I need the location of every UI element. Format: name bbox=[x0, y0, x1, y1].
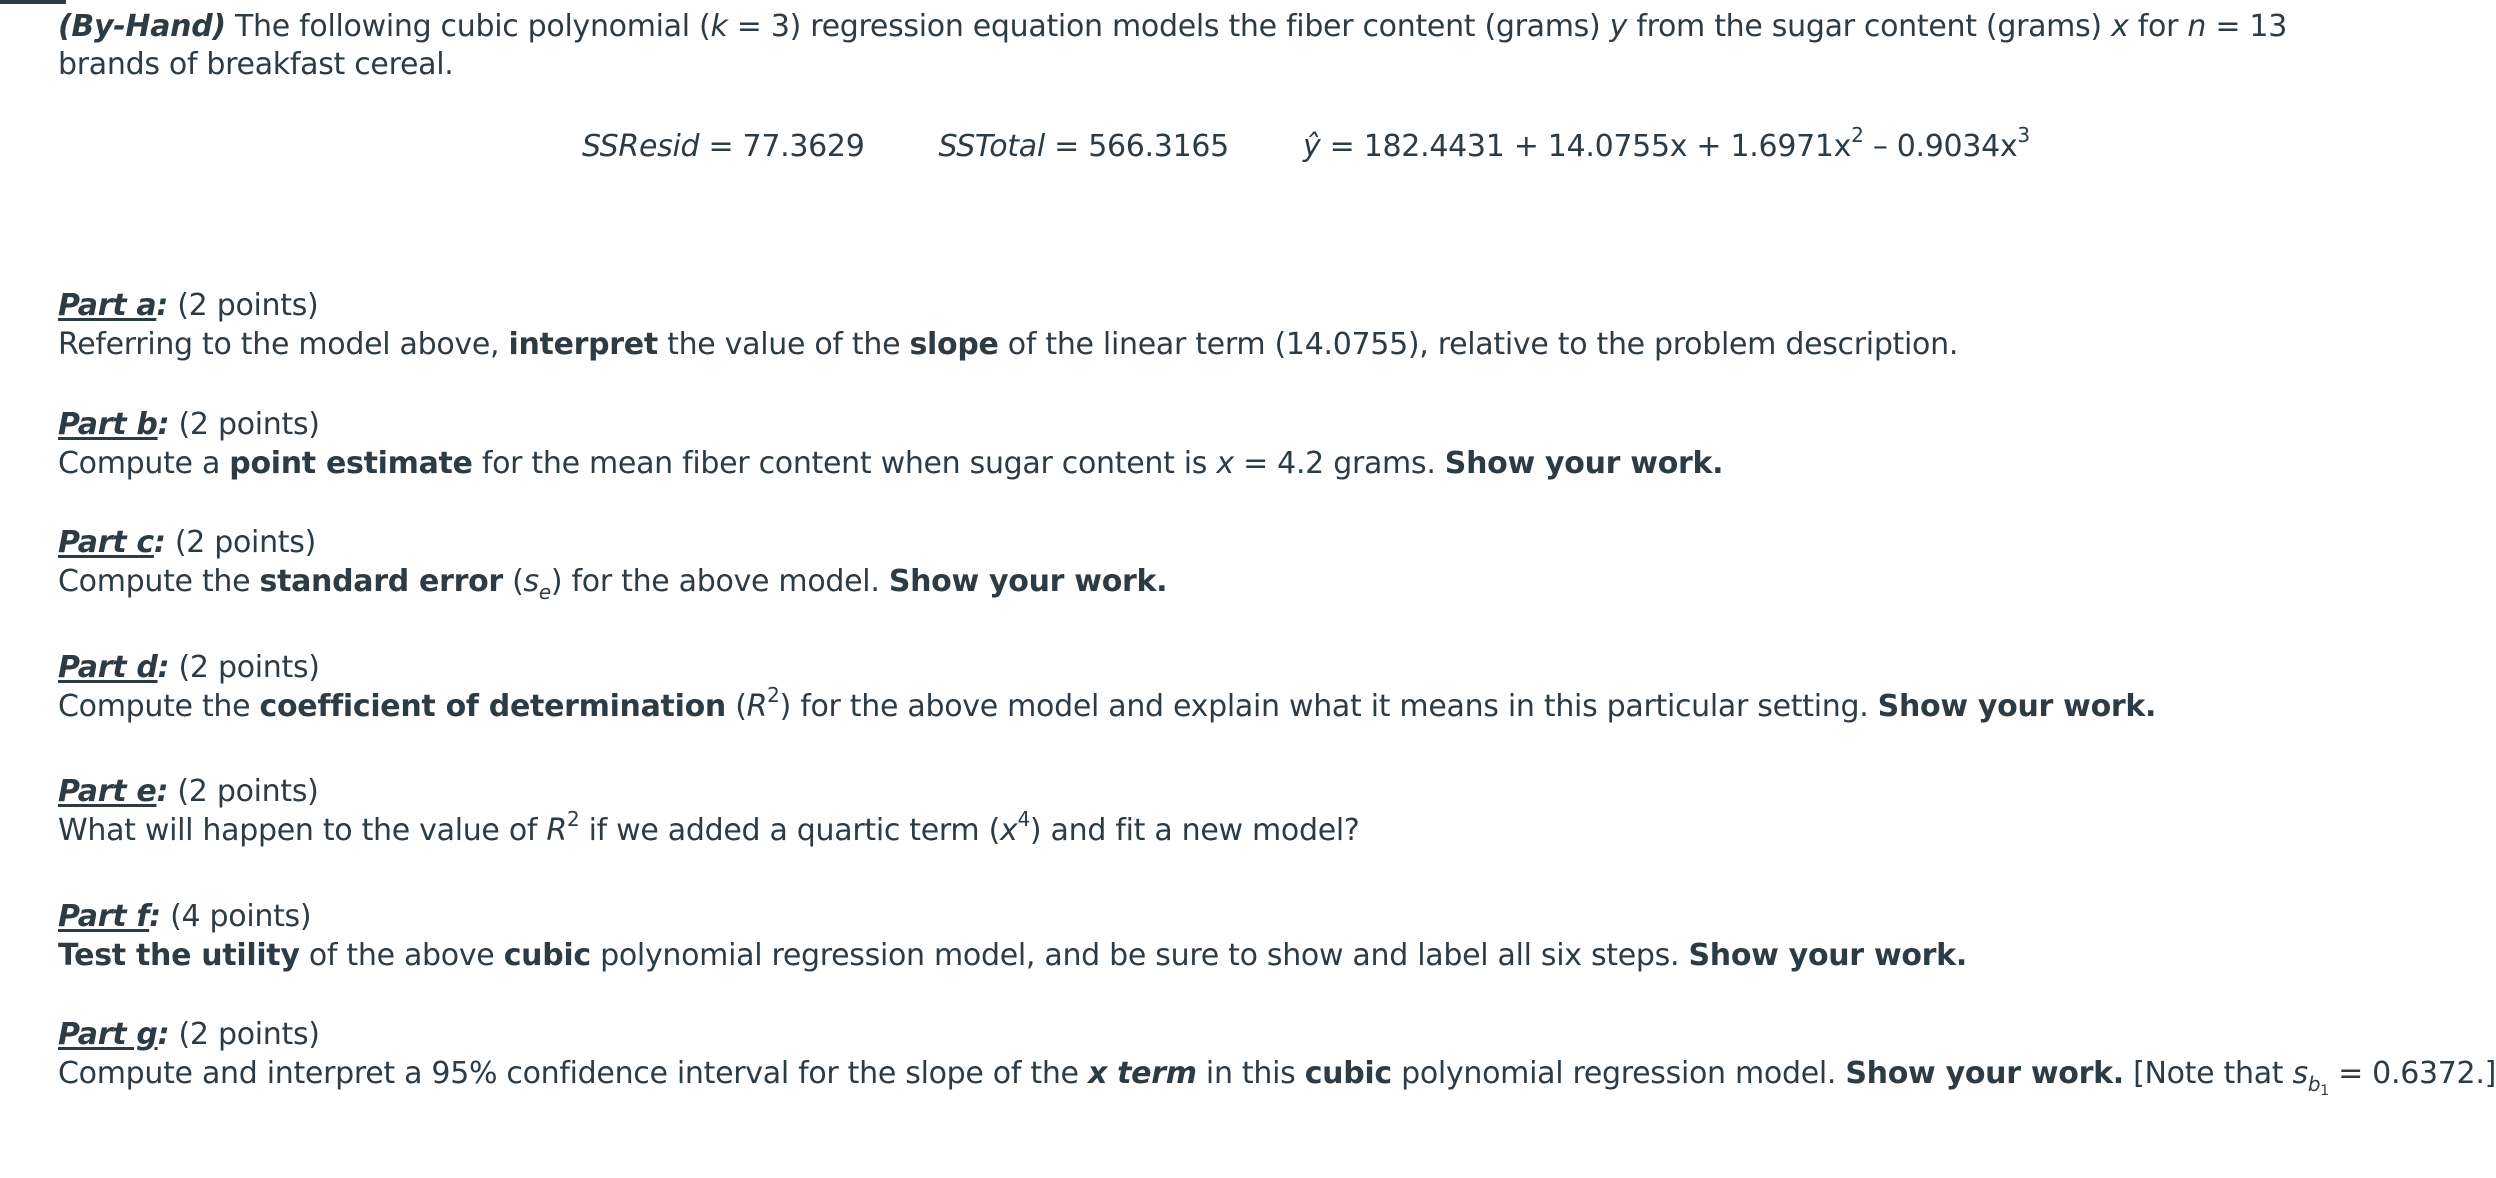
part-f-points: (4 points) bbox=[160, 899, 312, 934]
prompt-bold: Show your work. bbox=[1444, 446, 1724, 481]
yhat-symbol: ŷ bbox=[1302, 129, 1321, 164]
prompt-superscript: 4 bbox=[1017, 807, 1030, 831]
prompt-bold: Show your work. bbox=[1845, 1056, 2124, 1091]
intro-text: = 13 brands of breakfast cereal. bbox=[58, 9, 2287, 82]
prompt-text: ) for the above model. bbox=[550, 564, 889, 599]
corner-mark bbox=[0, 0, 66, 4]
prompt-bold: interpret bbox=[508, 327, 658, 362]
equation-exponent: 3 bbox=[2017, 123, 2030, 147]
part-b bbox=[58, 405, 2398, 483]
intro-x-var: x bbox=[2111, 9, 2129, 44]
prompt-text: of the above bbox=[299, 938, 504, 973]
part-colon: : bbox=[157, 1017, 170, 1052]
prompt-text: ( bbox=[502, 564, 524, 599]
part-g bbox=[58, 1015, 2496, 1099]
part-d-heading bbox=[58, 648, 2398, 687]
part-b-name: Part b bbox=[58, 407, 158, 442]
prompt-text: What will happen to the value of bbox=[58, 813, 547, 848]
intro-n-var: n bbox=[2187, 9, 2207, 44]
prompt-bold: Show your work. bbox=[1688, 938, 1967, 973]
problem-intro bbox=[58, 8, 2388, 84]
prompt-bold: Test the utility bbox=[58, 938, 300, 973]
sstotal-stat bbox=[939, 128, 1229, 166]
prompt-text: = 0.6372.] bbox=[2328, 1056, 2496, 1091]
equation-exponent: 2 bbox=[1851, 123, 1864, 147]
prompt-italic: s bbox=[523, 564, 539, 599]
prompt-subsubscript: 1 bbox=[2320, 1083, 2329, 1099]
part-a-name: Part a bbox=[58, 288, 157, 323]
prompt-text: Referring to the model above, bbox=[58, 327, 509, 362]
prompt-text: the value of the bbox=[657, 327, 910, 362]
part-g-points: (2 points) bbox=[169, 1017, 320, 1052]
part-a-heading bbox=[58, 286, 2398, 325]
prompt-italic: R bbox=[546, 813, 567, 848]
part-b-points: (2 points) bbox=[169, 407, 320, 442]
prompt-superscript: 2 bbox=[566, 807, 580, 831]
intro-text: The following cubic polynomial ( bbox=[225, 9, 711, 44]
prompt-bold: cubic bbox=[503, 938, 591, 973]
part-a bbox=[58, 286, 2398, 364]
prompt-bold: slope bbox=[909, 327, 999, 362]
prompt-superscript: 2 bbox=[767, 683, 780, 707]
equation-text: – 0.9034x bbox=[1863, 129, 2018, 164]
sstotal-value: = 566.3165 bbox=[1044, 129, 1229, 164]
prompt-text: polynomial regression model. bbox=[1391, 1056, 1846, 1091]
part-d-name: Part d bbox=[58, 650, 158, 685]
part-d-prompt bbox=[58, 683, 2398, 726]
regression-stats bbox=[582, 123, 2030, 166]
part-f-prompt bbox=[58, 936, 2398, 975]
intro-k-var: k bbox=[710, 9, 728, 44]
prompt-bold: standard error bbox=[259, 564, 503, 599]
part-g-heading bbox=[58, 1015, 2398, 1054]
part-e bbox=[58, 772, 2398, 850]
prompt-text: = 4.2 grams. bbox=[1233, 446, 1445, 481]
part-b-prompt bbox=[58, 444, 2398, 483]
by-hand-tag: (By-Hand) bbox=[58, 9, 226, 44]
part-f-heading bbox=[58, 897, 2398, 936]
prompt-text: if we added a quartic term ( bbox=[579, 813, 1000, 848]
part-e-heading bbox=[58, 772, 2398, 811]
sstotal-label: SSTotal bbox=[938, 129, 1045, 164]
prompt-subscript: b bbox=[2307, 1072, 2321, 1096]
prompt-text: ) and fit a new model? bbox=[1029, 813, 1360, 848]
part-e-points: (2 points) bbox=[168, 774, 319, 809]
intro-text: = 3) regression equation models the fiber content (grams) bbox=[727, 9, 1610, 44]
ssresid-stat bbox=[582, 128, 865, 166]
part-d-points: (2 points) bbox=[169, 650, 320, 685]
part-colon: : bbox=[156, 774, 169, 809]
prompt-text: ( bbox=[725, 689, 747, 724]
part-g-prompt bbox=[58, 1054, 2496, 1099]
ssresid-label: SSResid bbox=[582, 129, 700, 164]
part-c-points: (2 points) bbox=[165, 525, 316, 560]
part-c-name: Part c bbox=[58, 525, 154, 560]
prompt-bold: cubic bbox=[1304, 1056, 1392, 1091]
prompt-italic: x bbox=[1216, 446, 1234, 481]
part-e-prompt bbox=[58, 807, 2398, 850]
prompt-bold: x term bbox=[1087, 1056, 1197, 1091]
intro-text: for bbox=[2128, 9, 2188, 44]
part-b-heading bbox=[58, 405, 2398, 444]
prompt-text: for the mean fiber content when sugar content is bbox=[472, 446, 1217, 481]
prompt-text: of the linear term (14.0755), relative to the problem description. bbox=[998, 327, 1959, 362]
prompt-italic: s bbox=[2292, 1056, 2308, 1091]
prompt-italic: x bbox=[1000, 813, 1018, 848]
part-a-points: (2 points) bbox=[168, 288, 319, 323]
part-f bbox=[58, 897, 2398, 975]
prompt-text: Compute the bbox=[58, 689, 260, 724]
prompt-text: in this bbox=[1196, 1056, 1305, 1091]
prompt-italic: R bbox=[746, 689, 768, 724]
prompt-bold: Show your work. bbox=[1877, 689, 2157, 724]
part-e-name: Part e bbox=[58, 774, 157, 809]
prompt-bold: coefficient of determination bbox=[259, 689, 726, 724]
part-c-heading bbox=[58, 523, 2398, 562]
part-g-name: Part g bbox=[58, 1017, 158, 1052]
part-c-prompt bbox=[58, 562, 2398, 604]
equation-text: = 182.4431 + 14.0755x + 1.6971x bbox=[1320, 129, 1852, 164]
part-colon: : bbox=[149, 899, 161, 934]
part-colon: : bbox=[157, 407, 170, 442]
part-colon: : bbox=[157, 650, 170, 685]
prompt-text: ) for the above model and explain what it means in this particular setting. bbox=[779, 689, 1878, 724]
prompt-bold: point estimate bbox=[229, 446, 473, 481]
prompt-bold: Show your work. bbox=[888, 564, 1168, 599]
intro-text: from the sugar content (grams) bbox=[1627, 9, 2112, 44]
part-colon: : bbox=[156, 288, 169, 323]
prompt-text: Compute and interpret a 95% confidence interval for the slope of the bbox=[58, 1056, 1088, 1091]
prompt-text: Compute a bbox=[58, 446, 230, 481]
part-d bbox=[58, 648, 2398, 726]
regression-equation bbox=[1302, 123, 2030, 166]
part-f-name: Part f bbox=[58, 899, 150, 934]
intro-y-var: y bbox=[1609, 9, 1628, 44]
ssresid-value: = 77.3629 bbox=[699, 129, 865, 164]
part-colon: : bbox=[153, 525, 166, 560]
prompt-subscript: e bbox=[538, 580, 551, 604]
prompt-text: [Note that bbox=[2123, 1056, 2293, 1091]
prompt-text: polynomial regression model, and be sure to show and label all six steps. bbox=[590, 938, 1689, 973]
part-c bbox=[58, 523, 2398, 604]
prompt-text: Compute the bbox=[58, 564, 260, 599]
part-a-prompt bbox=[58, 325, 2398, 364]
